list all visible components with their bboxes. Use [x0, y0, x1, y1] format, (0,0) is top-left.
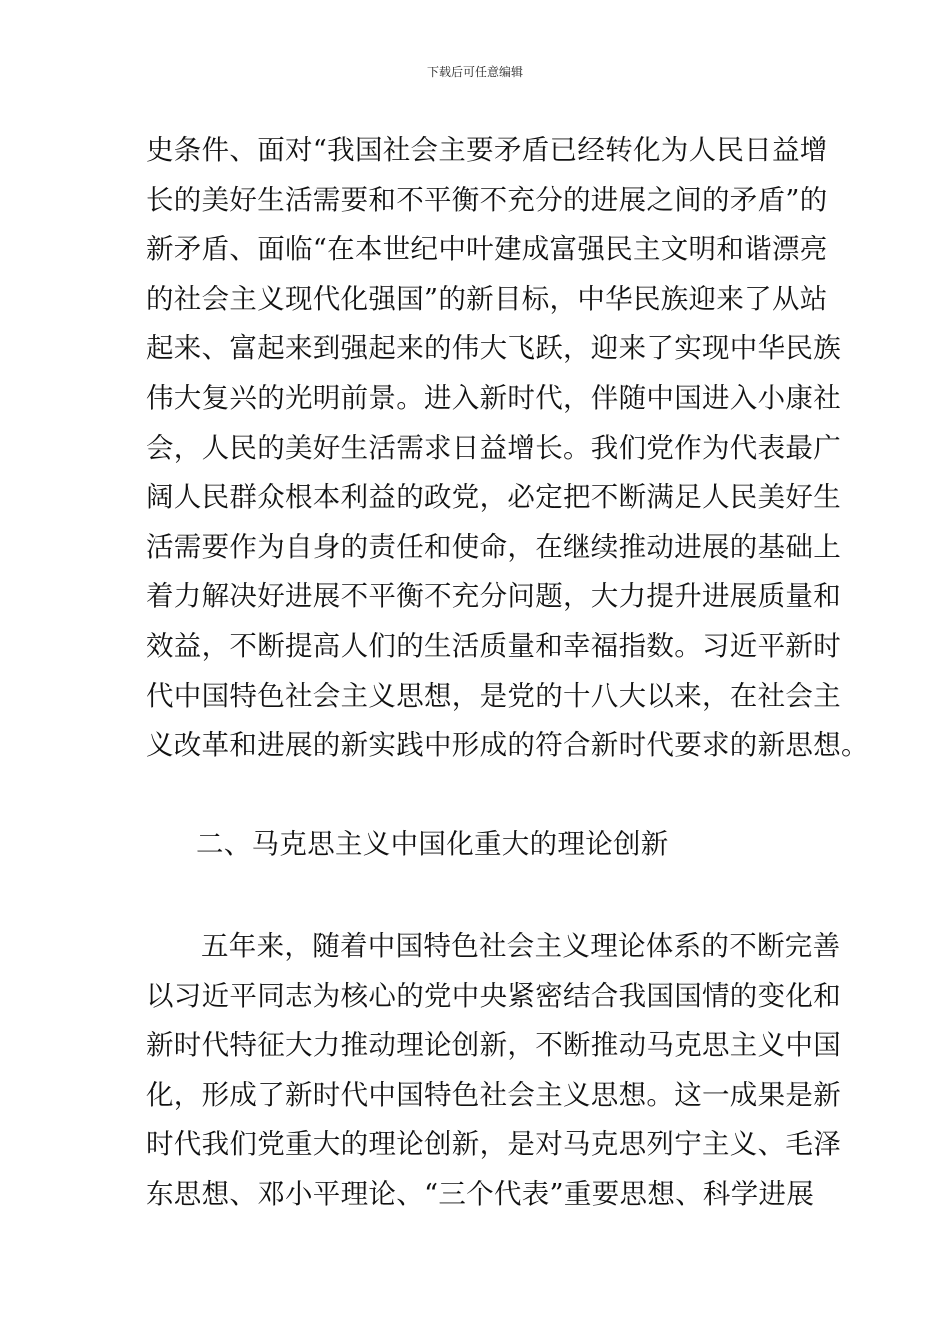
paragraph-line: 时代我们党重大的理论创新，是对马克思列宁主义、毛泽	[146, 1128, 841, 1161]
paragraph-line: 效益，不断提高人们的生活质量和幸福指数。习近平新时	[146, 629, 841, 662]
paragraph-line: 阔人民群众根本利益的政党，必定把不断满足人民美好生	[146, 481, 841, 514]
paragraph-line: 史条件、面对“我国社会主要矛盾已经转化为人民日益增	[146, 134, 828, 166]
paragraph-line: 着力解决好进展不平衡不充分问题，大力提升进展质量和	[146, 580, 841, 613]
paragraph-line: 活需要作为自身的责任和使命，在继续推动进展的基础上	[146, 530, 841, 563]
paragraph-line: 起来、富起来到强起来的伟大飞跃，迎来了实现中华民族	[146, 332, 841, 365]
body-paragraph-1	[146, 126, 869, 771]
paragraph-line: 伟大复兴的光明前景。进入新时代，伴随中国进入小康社	[146, 381, 841, 414]
paragraph-line: 义改革和进展的新实践中形成的符合新时代要求的新思想。	[146, 729, 869, 762]
body-paragraph-2	[146, 922, 841, 1220]
paragraph-line: 五年来，随着中国特色社会主义理论体系的不断完善	[201, 930, 841, 962]
paragraph-line: 新矛盾、面临“在本世纪中叶建成富强民主文明和谐漂亮	[146, 233, 828, 266]
paragraph-line: 长的美好生活需要和不平衡不充分的进展之间的矛盾”的	[146, 183, 828, 216]
page-header-note: 下载后可任意编辑	[426, 65, 523, 79]
paragraph-line: 东思想、邓小平理论、“三个代表”重要思想、科学进展	[146, 1177, 815, 1210]
section-heading: 二、马克思主义中国化重大的理论创新	[196, 828, 669, 860]
paragraph-line: 以习近平同志为核心的党中央紧密结合我国国情的变化和	[146, 979, 841, 1012]
paragraph-line: 会，人民的美好生活需求日益增长。我们党作为代表最广	[146, 431, 841, 464]
paragraph-line: 新时代特征大力推动理论创新，不断推动马克思主义中国	[146, 1029, 841, 1062]
paragraph-line: 代中国特色社会主义思想，是党的十八大以来，在社会主	[146, 679, 841, 712]
paragraph-line: 的社会主义现代化强国”的新目标，中华民族迎来了从站	[146, 282, 828, 315]
paragraph-line: 化，形成了新时代中国特色社会主义思想。这一成果是新	[146, 1078, 841, 1111]
